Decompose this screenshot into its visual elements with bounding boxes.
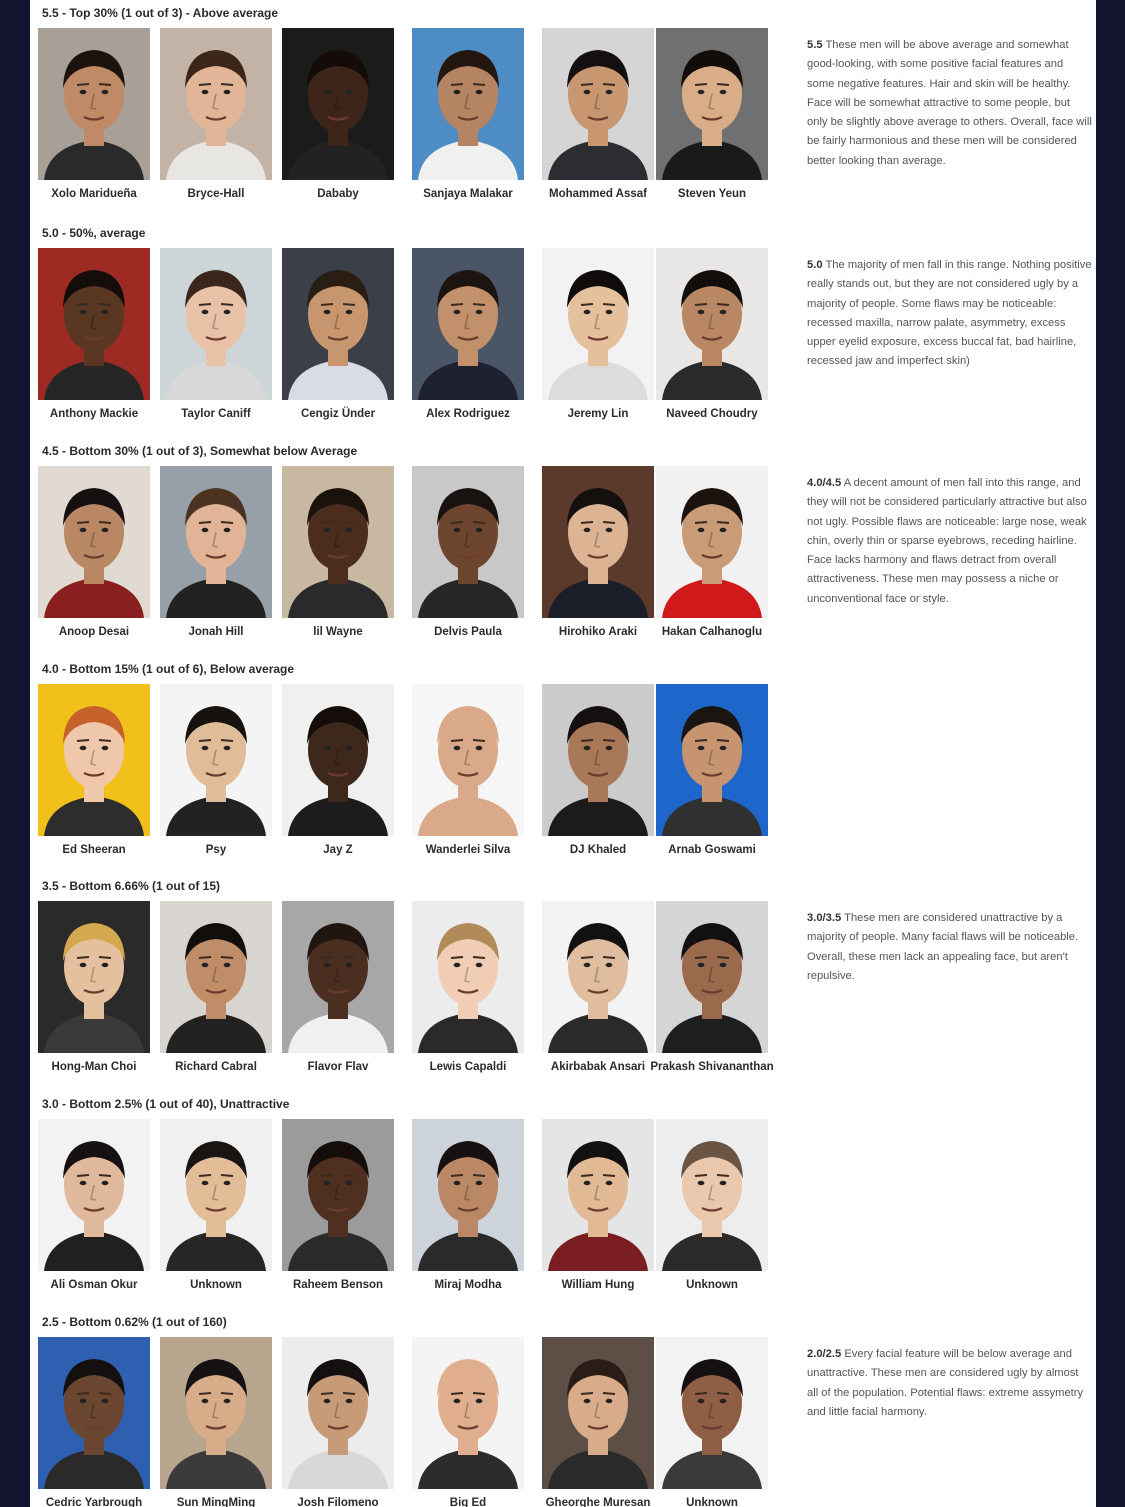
portrait-photo <box>412 466 524 618</box>
portrait-photo <box>38 684 150 836</box>
person-name: Anoop Desai <box>58 626 130 638</box>
person-name: Cengiz Ünder <box>300 408 376 420</box>
person-card <box>282 1119 402 1304</box>
tier-heading: 5.5 - Top 30% (1 out of 3) - Above average <box>42 6 279 20</box>
portrait-photo <box>542 1119 654 1271</box>
person-card <box>412 684 532 869</box>
photo-row <box>38 684 798 869</box>
portrait-photo <box>412 684 524 836</box>
person-card <box>38 466 158 651</box>
person-name: Hong-Man Choi <box>51 1061 137 1073</box>
person-name: Steven Yeun <box>677 188 747 200</box>
person-card <box>412 1119 532 1304</box>
document-page <box>30 0 1096 1507</box>
portrait-photo <box>38 1119 150 1271</box>
portrait-photo <box>38 1337 150 1489</box>
person-name: Unknown <box>190 1279 242 1291</box>
person-card <box>650 901 776 1086</box>
person-card <box>542 1119 662 1304</box>
person-name: Akirbabak Ansari <box>550 1061 646 1073</box>
description-rating: 3.0/3.5 <box>807 912 842 924</box>
portrait-photo <box>38 901 150 1053</box>
portrait-photo <box>412 1119 524 1271</box>
portrait-photo <box>282 684 394 836</box>
person-card <box>38 1119 158 1304</box>
person-name: Prakash Shivananthan <box>650 1061 774 1073</box>
portrait-photo <box>542 684 654 836</box>
person-name: Raheem Benson <box>292 1279 384 1291</box>
person-card <box>282 248 402 433</box>
person-name: Unknown <box>686 1497 738 1507</box>
photo-row <box>38 466 798 651</box>
portrait-photo <box>282 1337 394 1489</box>
person-name: lil Wayne <box>313 626 363 638</box>
person-name: Psy <box>205 844 227 856</box>
portrait-photo <box>542 466 654 618</box>
person-name: Mohammed Assaf <box>549 188 647 200</box>
person-name: Richard Cabral <box>175 1061 257 1073</box>
portrait-photo <box>282 1119 394 1271</box>
portrait-photo <box>656 901 768 1053</box>
person-card <box>656 248 776 433</box>
portrait-photo <box>160 248 272 400</box>
person-card <box>412 28 532 213</box>
person-card <box>160 28 280 213</box>
person-name: Lewis Capaldi <box>429 1061 507 1073</box>
person-name: Jay Z <box>323 844 353 856</box>
portrait-photo <box>160 466 272 618</box>
person-card <box>160 466 280 651</box>
portrait-photo <box>160 1119 272 1271</box>
person-card <box>282 901 402 1086</box>
portrait-photo <box>38 466 150 618</box>
portrait-photo <box>542 1337 654 1489</box>
person-card <box>412 901 532 1086</box>
person-card <box>412 466 532 651</box>
person-card <box>656 1337 776 1507</box>
description-text: These men are considered unattractive by a majority of people. Many facial flaws will be noticeable. Overall, these men lack an appealing face, but aren't repulsive. <box>807 912 1079 982</box>
person-card <box>38 901 158 1086</box>
portrait-photo <box>38 248 150 400</box>
photo-row <box>38 1337 798 1507</box>
photo-row <box>38 248 798 433</box>
tier-description <box>807 909 1092 986</box>
person-card <box>656 28 776 213</box>
tier-description <box>807 256 1092 372</box>
portrait-photo <box>282 901 394 1053</box>
portrait-photo <box>656 248 768 400</box>
person-card <box>160 1337 280 1507</box>
portrait-photo <box>656 466 768 618</box>
tier-heading: 3.5 - Bottom 6.66% (1 out of 15) <box>42 879 221 893</box>
tier-heading: 4.5 - Bottom 30% (1 out of 3), Somewhat below Average <box>42 444 358 458</box>
person-card <box>38 1337 158 1507</box>
person-name: Hakan Calhanoglu <box>661 626 763 638</box>
person-name: Hirohiko Araki <box>558 626 638 638</box>
person-card <box>282 466 402 651</box>
person-name: Big Ed <box>449 1497 487 1507</box>
portrait-photo <box>282 466 394 618</box>
description-text: The majority of men fall in this range. Nothing positive really stands out, but they are not considered ugly by a majority of people. Some flaws may be noticeable: recessed maxilla, narrow palate, asymmetry, excess upper eyelid exposure, excess buccal fat, bad hairline, recessed jaw and imperfect skin) <box>807 259 1092 368</box>
person-card <box>412 1337 532 1507</box>
person-card <box>282 28 402 213</box>
tier-description <box>807 36 1092 171</box>
person-card <box>542 901 662 1086</box>
description-rating: 5.5 <box>807 39 823 51</box>
photo-row <box>38 901 798 1086</box>
person-name: Cedric Yarbrough <box>45 1497 143 1507</box>
person-card <box>656 684 776 869</box>
description-rating: 5.0 <box>807 259 823 271</box>
portrait-photo <box>282 28 394 180</box>
person-name: Jonah Hill <box>188 626 244 638</box>
tier-heading: 5.0 - 50%, average <box>42 226 146 240</box>
person-card <box>282 1337 402 1507</box>
person-name: Sanjaya Malakar <box>423 188 513 200</box>
person-card <box>542 684 662 869</box>
person-card <box>542 466 662 651</box>
description-rating: 2.0/2.5 <box>807 1348 842 1360</box>
portrait-photo <box>542 248 654 400</box>
tier-description <box>807 474 1092 609</box>
person-name: William Hung <box>561 1279 635 1291</box>
portrait-photo <box>282 248 394 400</box>
portrait-photo <box>656 684 768 836</box>
description-rating: 4.0/4.5 <box>807 477 842 489</box>
person-name: Alex Rodriguez <box>426 408 510 420</box>
photo-row <box>38 1119 798 1304</box>
person-name: Arnab Goswami <box>668 844 756 856</box>
person-name: Naveed Choudry <box>666 408 758 420</box>
person-card <box>542 28 662 213</box>
tier-heading: 4.0 - Bottom 15% (1 out of 6), Below average <box>42 662 295 676</box>
person-card <box>282 684 402 869</box>
portrait-photo <box>412 248 524 400</box>
person-card <box>38 684 158 869</box>
portrait-photo <box>160 28 272 180</box>
portrait-photo <box>656 1337 768 1489</box>
person-name: Wanderlei Silva <box>425 844 511 856</box>
person-name: Sun MingMing <box>176 1497 256 1507</box>
person-name: Unknown <box>686 1279 738 1291</box>
description-text: These men will be above average and somewhat good-looking, with some positive facial features and some negative features. Hair and skin will be healthy. Face will be somewhat attractive to some people, but only be slightly above average to others. Overall, face will be fairly harmonious and these men will be considered better looking than average. <box>807 39 1092 167</box>
person-name: Delvis Paula <box>434 626 502 638</box>
person-card <box>412 248 532 433</box>
portrait-photo <box>412 28 524 180</box>
person-card <box>542 248 662 433</box>
tier-heading: 2.5 - Bottom 0.62% (1 out of 160) <box>42 1315 227 1329</box>
person-name: Flavor Flav <box>307 1061 369 1073</box>
person-name: DJ Khaled <box>569 844 627 856</box>
person-card <box>160 684 280 869</box>
person-card <box>38 28 158 213</box>
tier-description <box>807 1345 1092 1422</box>
portrait-photo <box>656 1119 768 1271</box>
portrait-photo <box>160 901 272 1053</box>
person-card <box>160 1119 280 1304</box>
person-name: Anthony Mackie <box>49 408 139 420</box>
person-card <box>656 1119 776 1304</box>
person-name: Miraj Modha <box>434 1279 502 1291</box>
person-name: Ali Osman Okur <box>50 1279 138 1291</box>
portrait-photo <box>160 1337 272 1489</box>
person-name: Ed Sheeran <box>62 844 126 856</box>
portrait-photo <box>160 684 272 836</box>
portrait-photo <box>412 1337 524 1489</box>
person-name: Gheorghe Muresan <box>545 1497 651 1507</box>
photo-row <box>38 28 798 213</box>
portrait-photo <box>542 901 654 1053</box>
person-card <box>160 901 280 1086</box>
tier-heading: 3.0 - Bottom 2.5% (1 out of 40), Unattractive <box>42 1097 290 1111</box>
portrait-photo <box>542 28 654 180</box>
person-card <box>542 1337 662 1507</box>
person-name: Bryce-Hall <box>187 188 245 200</box>
portrait-photo <box>656 28 768 180</box>
description-text: Every facial feature will be below average and unattractive. These men are considered ugly by almost all of the population. Potential flaws: extreme assymetry and little facial harmony. <box>807 1348 1084 1418</box>
person-name: Xolo Maridueña <box>51 188 137 200</box>
portrait-photo <box>412 901 524 1053</box>
person-name: Josh Filomeno <box>297 1497 379 1507</box>
person-name: Jeremy Lin <box>567 408 629 420</box>
person-name: Dababy <box>317 188 359 200</box>
person-card <box>38 248 158 433</box>
person-card <box>656 466 776 651</box>
person-card <box>160 248 280 433</box>
portrait-photo <box>38 28 150 180</box>
description-text: A decent amount of men fall into this range, and they will not be considered particularly attractive but also not ugly. Possible flaws are noticeable: large nose, weak chin, overly thin or sparse eyebrows, receding hairline. Face lacks harmony and flaws detract from overall attractiveness. These men may possess a niche or unconventional face or style. <box>807 477 1087 605</box>
person-name: Taylor Caniff <box>181 408 251 420</box>
